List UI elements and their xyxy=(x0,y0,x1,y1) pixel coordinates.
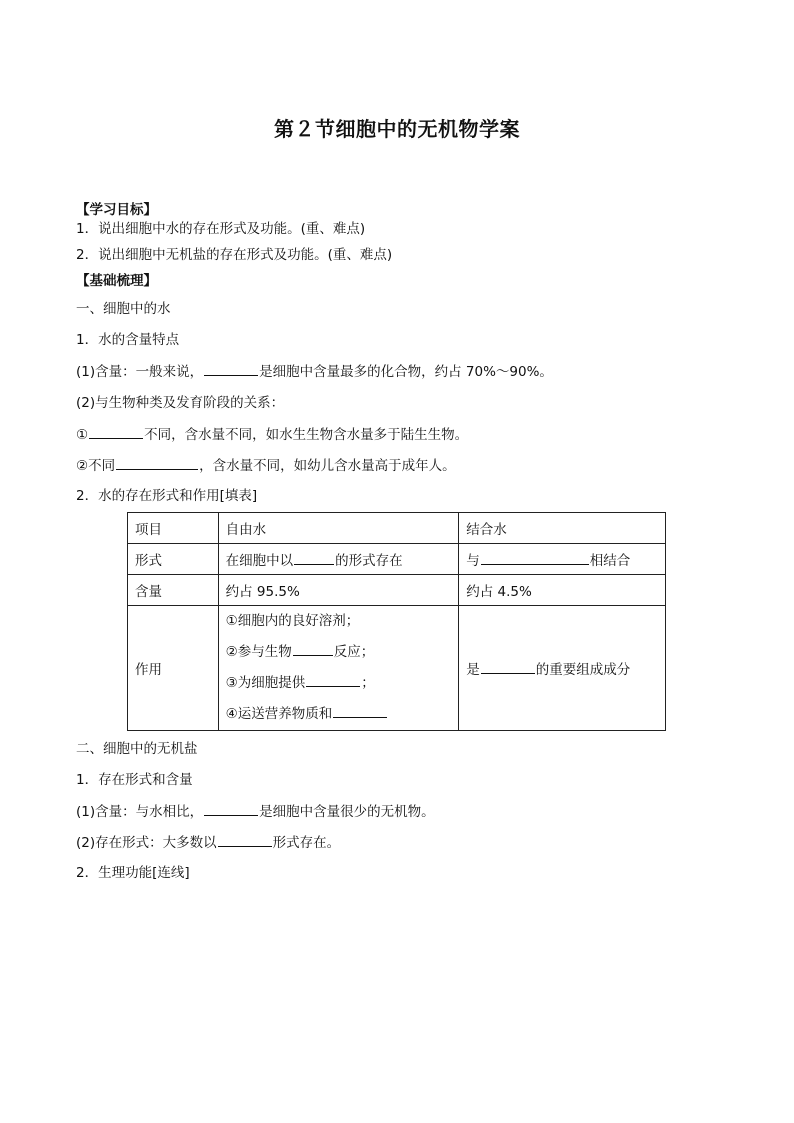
table-cell: 约占 4.5% xyxy=(459,575,666,606)
table-row xyxy=(128,575,666,606)
water-forms-table xyxy=(127,512,666,731)
row-label: 含量 xyxy=(128,575,219,606)
salt-content-subheading: 1．存在形式和含量 xyxy=(76,772,193,788)
water-stage-line xyxy=(76,456,456,475)
salt-function-subheading: 2．生理功能[连线] xyxy=(76,865,190,881)
function-item xyxy=(226,668,452,699)
text-segment: (2)存在形式：大多数以 xyxy=(76,835,217,851)
table-cell xyxy=(459,544,666,575)
text-segment: 在细胞中以 xyxy=(225,553,294,569)
header-cell: 自由水 xyxy=(218,513,459,544)
text-segment: 与 xyxy=(466,553,480,569)
row-label: 形式 xyxy=(128,544,219,575)
fill-blank[interactable] xyxy=(89,425,143,439)
water-section-heading: 一、细胞中的水 xyxy=(76,301,171,317)
text-segment: ②不同 xyxy=(76,458,116,474)
fill-blank[interactable] xyxy=(204,802,258,816)
fill-blank[interactable] xyxy=(481,660,535,674)
text-segment: 不同，含水量不同，如水生生物含水量多于陆生生物。 xyxy=(144,427,469,443)
fill-blank[interactable] xyxy=(218,833,272,847)
text-segment: ④运送营养物质和 xyxy=(225,706,333,722)
table-row xyxy=(128,513,666,544)
water-forms-subheading: 2．水的存在形式和作用[填表] xyxy=(76,488,258,504)
header-cell: 项目 xyxy=(128,513,219,544)
text-segment: ②参与生物 xyxy=(225,644,292,660)
fill-blank[interactable] xyxy=(293,642,333,656)
water-content-line xyxy=(76,362,553,381)
salt-form-line xyxy=(76,833,340,852)
function-item xyxy=(226,637,452,668)
fill-blank[interactable] xyxy=(294,551,334,565)
salt-section-heading: 二、细胞中的无机盐 xyxy=(76,741,198,757)
water-species-line xyxy=(76,425,468,444)
text-segment: (1)含量：与水相比， xyxy=(76,804,204,820)
fill-blank[interactable] xyxy=(306,673,360,687)
table-cell: 约占 95.5% xyxy=(218,575,459,606)
text-segment: 反应； xyxy=(333,644,375,660)
table-row xyxy=(128,544,666,575)
basics-heading: 【基础梳理】 xyxy=(76,273,157,289)
row-label: 作用 xyxy=(128,606,219,731)
fill-blank[interactable] xyxy=(333,704,387,718)
salt-content-line xyxy=(76,802,435,821)
objectives-heading: 【学习目标】 xyxy=(76,202,157,218)
water-content-subheading: 1．水的含量特点 xyxy=(76,332,180,348)
function-item xyxy=(226,699,452,730)
page-title: 第２节细胞中的无机物学案 xyxy=(274,117,520,141)
text-segment: 形式存在。 xyxy=(272,835,341,851)
text-segment: 是细胞中含量很少的无机物。 xyxy=(259,804,435,820)
water-relation-line: (2)与生物种类及发育阶段的关系： xyxy=(76,395,285,411)
text-segment: 的形式存在 xyxy=(335,553,403,569)
text-segment: 是 xyxy=(466,662,480,678)
table-cell xyxy=(218,606,459,731)
fill-blank[interactable] xyxy=(116,456,198,470)
table-row xyxy=(128,606,666,731)
text-segment: (1)含量：一般来说， xyxy=(76,364,204,380)
table-cell xyxy=(459,606,666,731)
header-cell: 结合水 xyxy=(459,513,666,544)
fill-blank[interactable] xyxy=(204,362,258,376)
text-segment: ； xyxy=(361,675,375,691)
objective-item-2: 2．说出细胞中无机盐的存在形式及功能。(重、难点) xyxy=(76,247,393,263)
function-item: ①细胞内的良好溶剂； xyxy=(225,613,360,629)
text-segment: ① xyxy=(76,427,89,443)
objective-item-1: 1．说出细胞中水的存在形式及功能。(重、难点) xyxy=(76,221,366,237)
table-cell xyxy=(218,544,459,575)
text-segment: ③为细胞提供 xyxy=(225,675,306,691)
fill-blank[interactable] xyxy=(481,551,589,565)
text-segment: 是细胞中含量最多的化合物，约占 70%～90%。 xyxy=(259,364,553,380)
text-segment: ，含水量不同，如幼儿含水量高于成年人。 xyxy=(199,458,456,474)
text-segment: 相结合 xyxy=(589,553,631,569)
text-segment: 的重要组成成分 xyxy=(535,662,631,678)
